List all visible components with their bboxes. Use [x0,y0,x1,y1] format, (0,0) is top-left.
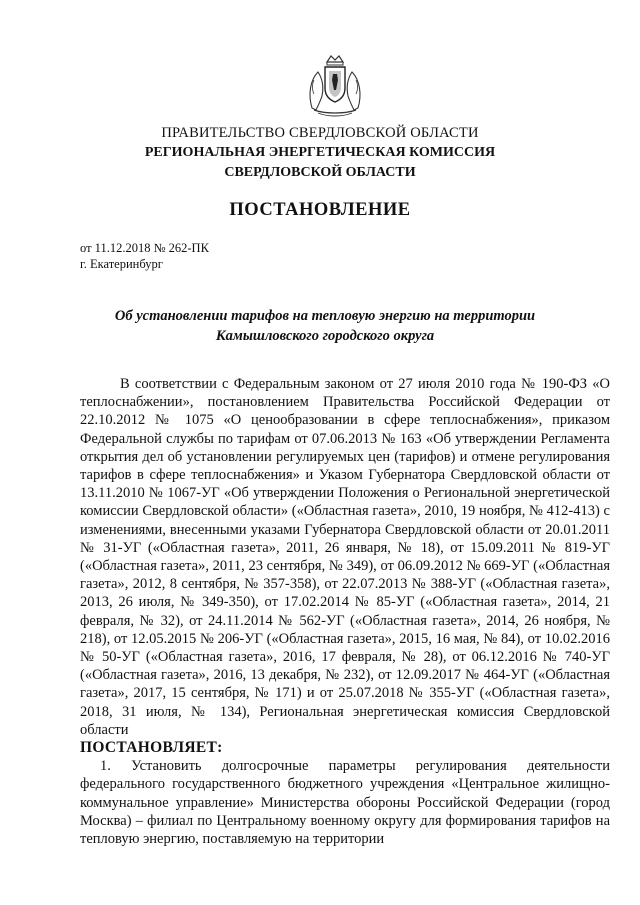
subject-line2: Камышловского городского округа [215,328,435,344]
document-date-number: от 11.12.2018 № 262-ПК [80,241,209,255]
coat-of-arms-icon [300,50,370,120]
decree-word: ПОСТАНОВЛЯЕТ: [80,739,223,757]
document-city: г. Екатеринбург [80,257,163,271]
preamble-paragraph: В соответствии с Федеральным законом от 27 июля 2010 года № 190-ФЗ «О теплоснабжении», постановлением Правительства Российской Федерации от 22.10.2012 № 1075 «О ценообразовании в сфере теплоснабжения», приказом Федеральной службы по тарифам от 07.06.2013 № 163 «Об утверждении Регламента открытия дел об установлении регулируемых цен (тарифов) и отмене регулирования тарифов в сфере теплоснабжения» и Указом Губернатора Свердловской области от 13.11.2010 № 1067-УГ «Об утверждении Положения о Региональной энергетической комиссии Свердловской области» («Областная газета», 2010, 19 ноября, № 412-413) с изменениями, внесенными указами Губернатора Свердловской области от 20.01.2011 № 31-УГ («Областная газета», 2011, 26 января, № 18), от 15.09.2011 № 819-УГ («Областная газета», 2011, 23 сентября, № 349), от 06.09.2012 № 669-УГ («Областная газета», 2012, 8 сентября, № 357-358), от 22.07.2013 № 388-УГ («Областная газета», 2013, 26 июля, № 349-350), от 17.02.2014 № 85-УГ («Областная газета», 2014, 21 февраля, № 32), от 24.11.2014 № 562-УГ («Областная газета», 2014, 26 ноября, № 218), от 12.05.2015 № 206-УГ («Областная газета», 2015, 16 мая, № 84), от 10.02.2016 № 50-УГ («Областная газета», 2016, 17 февраля, № 28), от 06.12.2016 № 740-УГ («Областная газета», 2016, 13 декабря, № 232), от 12.09.2017 № 464-УГ («Областная газета», 2017, 15 сентября, № 171) и от 25.07.2018 № 355-УГ («Областная газета», 2018, 31 июля, № 134), Региональная энергетическая комиссия Свердловской области [80,376,610,738]
item1-paragraph: 1. Установить долгосрочные параметры регулирования деятельности федерального государственного бюджетного учреждения «Центральное жилищно-коммунальное управление» Министерства обороны Российской Федерации (город Москва) – филиал по Центральному военному округу для формирования тарифов на тепловую энергию, поставляемую на территории [80,758,610,848]
subject-line1: Об установлении тарифов на тепловую энергию на территории [114,308,536,324]
org-name-line2: РЕГИОНАЛЬНАЯ ЭНЕРГЕТИЧЕСКАЯ КОМИССИЯ [144,145,496,160]
org-name-line1: ПРАВИТЕЛЬСТВО СВЕРДЛОВСКОЙ ОБЛАСТИ [161,125,479,141]
document-subject [80,306,570,346]
document-body [80,375,610,848]
org-name-line3: СВЕРДЛОВСКОЙ ОБЛАСТИ [224,165,416,180]
document-type-title: ПОСТАНОВЛЕНИЕ [229,200,411,220]
